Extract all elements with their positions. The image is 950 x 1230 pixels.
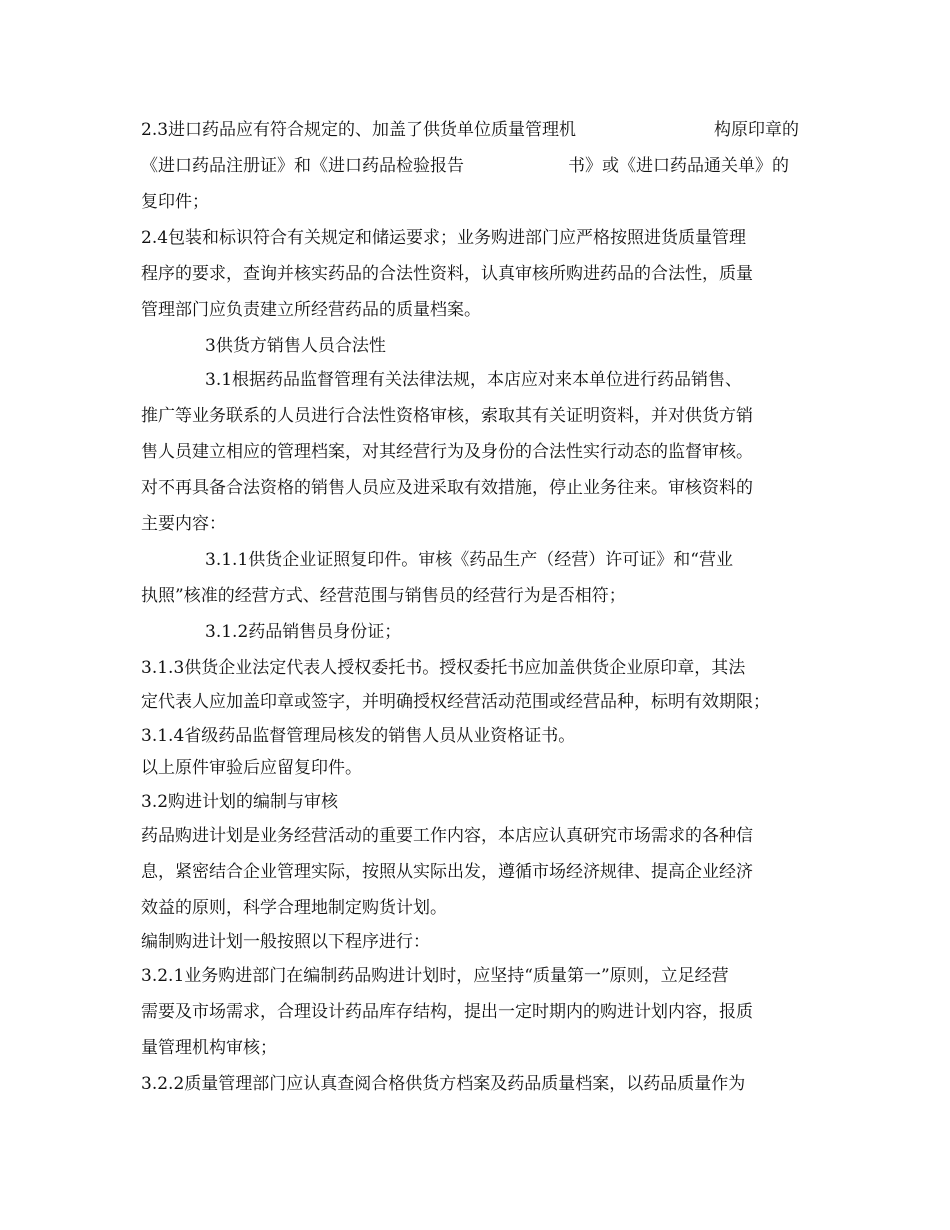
text-line: 3.1.3供货企业法定代表人授权委托书。授权委托书应加盖供货企业原印章，其法: [141, 658, 746, 678]
text-segment: 《进口药品注册证》和《进口药品检验报告: [141, 156, 464, 176]
text-line: 管理部门应负责建立所经营药品的质量档案。: [141, 300, 481, 320]
text-line: 推广等业务联系的人员进行合法性资格审核，索取其有关证明资料，并对供货方销: [141, 406, 753, 426]
text-line: 3.1根据药品监督管理有关法律法规，本店应对来本单位进行药品销售、: [205, 370, 743, 390]
text-segment: 构原印章的: [714, 120, 799, 140]
text-line: 以上原件审验后应留复印件。: [141, 758, 362, 778]
text-line: [141, 116, 821, 144]
text-line: 定代表人应加盖印章或签字，并明确授权经营活动范围或经营品种，标明有效期限；: [141, 692, 770, 712]
text-line: 程序的要求，查询并核实药品的合法性资料，认真审核所购进药品的合法性，质量: [141, 264, 753, 284]
text-line: 息，紧密结合企业管理实际，按照从实际出发，遵循市场经济规律、提高企业经济: [141, 862, 753, 882]
section-heading: 3.2购进计划的编制与审核: [141, 792, 339, 812]
text-line: 效益的原则，科学合理地制定购货计划。: [141, 898, 447, 918]
text-line: 主要内容：: [141, 514, 226, 534]
text-line: 3.1.4省级药品监督管理局核发的销售人员从业资格证书。: [141, 726, 576, 746]
text-line: 3.2.1业务购进部门在编制药品购进计划时，应坚持“质量第一”原则，立足经营: [141, 966, 729, 986]
text-line: 编制购进计划一般按照以下程序进行：: [141, 932, 430, 952]
text-line: 3.1.1供货企业证照复印件。审核《药品生产（经营）许可证》和“营业: [205, 550, 733, 570]
text-line: 售人员建立相应的管理档案，对其经营行为及身份的合法性实行动态的监督审核。: [141, 442, 753, 462]
text-line: 3.2.2质量管理部门应认真查阅合格供货方档案及药品质量档案，以药品质量作为: [141, 1074, 746, 1094]
text-line: [141, 152, 821, 180]
section-heading: 3供货方销售人员合法性: [205, 336, 386, 356]
text-line: 3.1.2药品销售员身份证；: [205, 622, 402, 642]
text-line: 复印件；: [141, 192, 209, 212]
text-line: 执照”核准的经营方式、经营范围与销售员的经营行为是否相符；: [141, 586, 626, 606]
text-line: 2.4包装和标识符合有关规定和储运要求；业务购进部门应严格按照进货质量管理: [141, 228, 747, 248]
text-line: 对不再具备合法资格的销售人员应及进采取有效措施，停止业务往来。审核资料的: [141, 478, 753, 498]
text-segment: 2.3进口药品应有符合规定的、加盖了供货单位质量管理机: [141, 120, 577, 140]
text-segment: 书》或《进口药品通关单》的: [568, 156, 789, 176]
text-line: 量管理机构审核；: [141, 1038, 277, 1058]
text-line: 需要及市场需求，合理设计药品库存结构，提出一定时期内的购进计划内容，报质: [141, 1002, 753, 1022]
text-line: 药品购进计划是业务经营活动的重要工作内容，本店应认真研究市场需求的各种信: [141, 826, 753, 846]
